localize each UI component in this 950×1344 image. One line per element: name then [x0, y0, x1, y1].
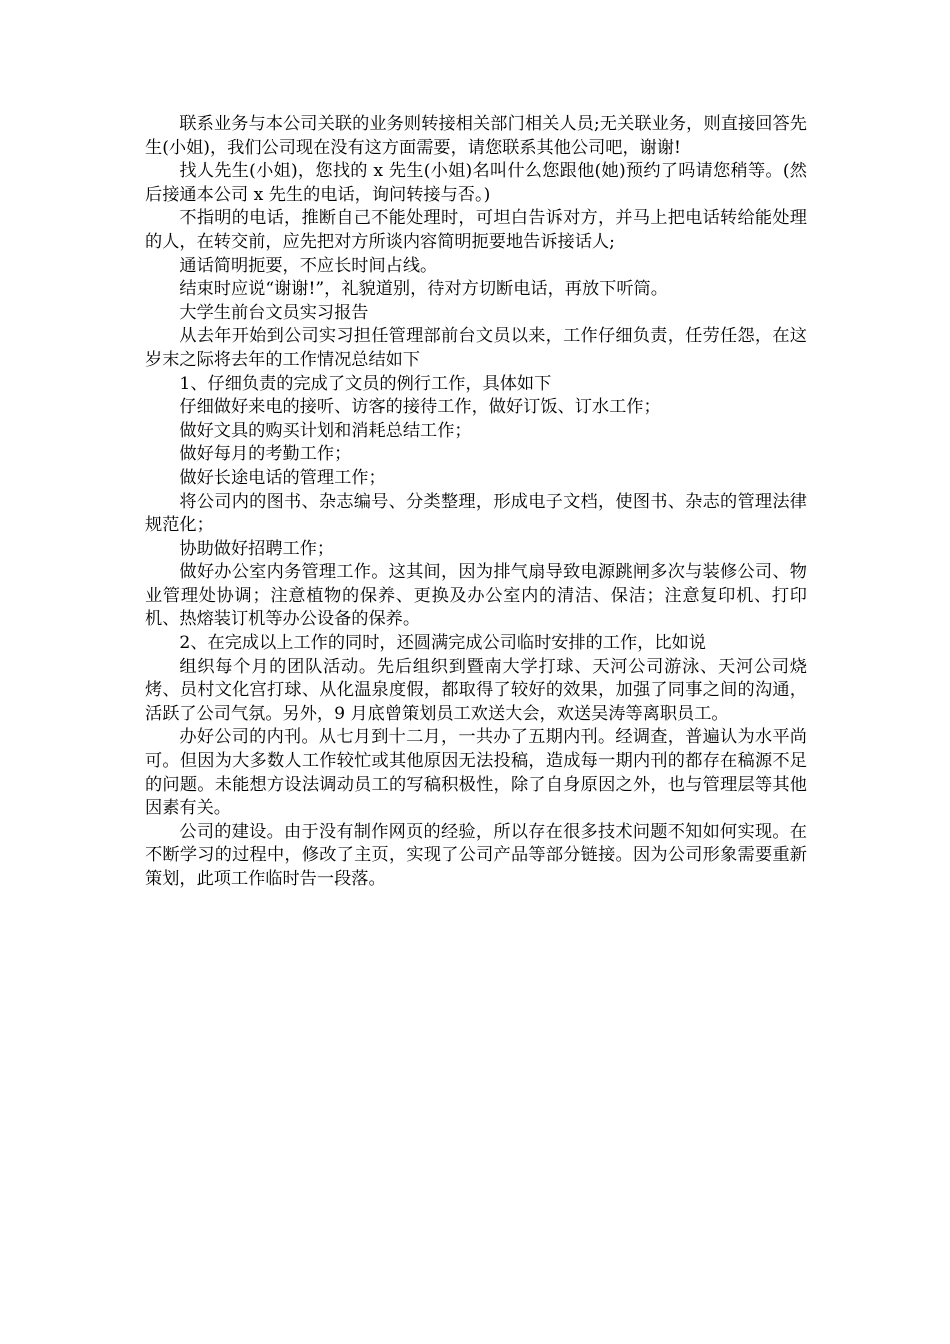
- paragraph-long-distance: 做好长途电话的管理工作；: [179, 467, 386, 488]
- paragraph-books: 将公司内的图书、杂志编号、分类整理，形成电子文档，使图书、杂志的管理法律规范化；: [145, 491, 807, 536]
- paragraph-team-activities: 组织每个月的团队活动。先后组织到暨南大学打球、天河公司游泳、天河公司烧烤、员村文化宫打球、从化温泉度假，都取得了较好的效果，加强了同事之间的沟通，活跃了公司气氛。另外，9 月底曾策划员工欢送大会，欢送吴涛等离职员工。: [145, 656, 807, 724]
- paragraph-office-affairs: 做好办公室内务管理工作。这其间，因为排气扇导致电源跳闸多次与装修公司、物业管理处协调；注意植物的保养、更换及办公室内的清洁、保洁；注意复印机、打印机、热熔装订机等办公设备的保养。: [145, 562, 807, 630]
- paragraph-item-2: 2、在完成以上工作的同时，还圆满完成公司临时安排的工作，比如说: [179, 633, 706, 654]
- paragraph-brief-call: 通话简明扼要，不应长时间占线。: [179, 255, 438, 276]
- paragraph-find-person: 找人先生(小姐)，您找的 x 先生(小姐)名叫什么您跟他(她)预约了吗请您稍等。(然后接通本公司 x 先生的电话，询问转接与否。): [145, 161, 807, 205]
- paragraph-recruitment: 协助做好招聘工作；: [179, 538, 335, 559]
- paragraph-stationery: 做好文具的购买计划和消耗总结工作；: [179, 420, 472, 441]
- paragraph-intro: 从去年开始到公司实习担任管理部前台文员以来，工作仔细负责，任劳任怨，在这岁末之际将去年的工作情况总结如下: [145, 326, 807, 370]
- paragraph-calls-visitors: 仔细做好来电的接听、访客的接待工作，做好订饭、订水工作；: [179, 397, 661, 418]
- document-page: [145, 113, 807, 892]
- paragraph-attendance: 做好每月的考勤工作；: [179, 444, 352, 465]
- section-title: 大学生前台文员实习报告: [179, 302, 369, 323]
- paragraph-website: 公司的建设。由于没有制作网页的经验，所以存在很多技术问题不知如何实现。在不断学习的过程中，修改了主页，实现了公司产品等部分链接。因为公司形象需要重新策划，此项工作临时告一段落。: [145, 821, 807, 889]
- paragraph-internal-magazine: 办好公司的内刊。从七月到十二月，一共办了五期内刊。经调查，普遍认为水平尚可。但因为大多数人工作较忙或其他原因无法投稿，造成每一期内刊的都存在稿源不足的问题。未能想方设法调动员工的写稿积极性，除了自身原因之外，也与管理层等其他因素有关。: [145, 727, 807, 819]
- paragraph-end-call: 结束时应说“谢谢!”，礼貌道别，待对方切断电话，再放下听筒。: [179, 279, 668, 300]
- paragraph-item-1: 1、仔细负责的完成了文员的例行工作，具体如下: [179, 373, 552, 394]
- paragraph-unspecified-call: 不指明的电话，推断自己不能处理时，可坦白告诉对方，并马上把电话转给能处理的人，在转交前，应先把对方所谈内容简明扼要地告诉接话人;: [145, 208, 807, 252]
- paragraph-business-transfer: 联系业务与本公司关联的业务则转接相关部门相关人员;无关联业务，则直接回答先生(小姐)，我们公司现在没有这方面需要，请您联系其他公司吧，谢谢!: [145, 114, 807, 158]
